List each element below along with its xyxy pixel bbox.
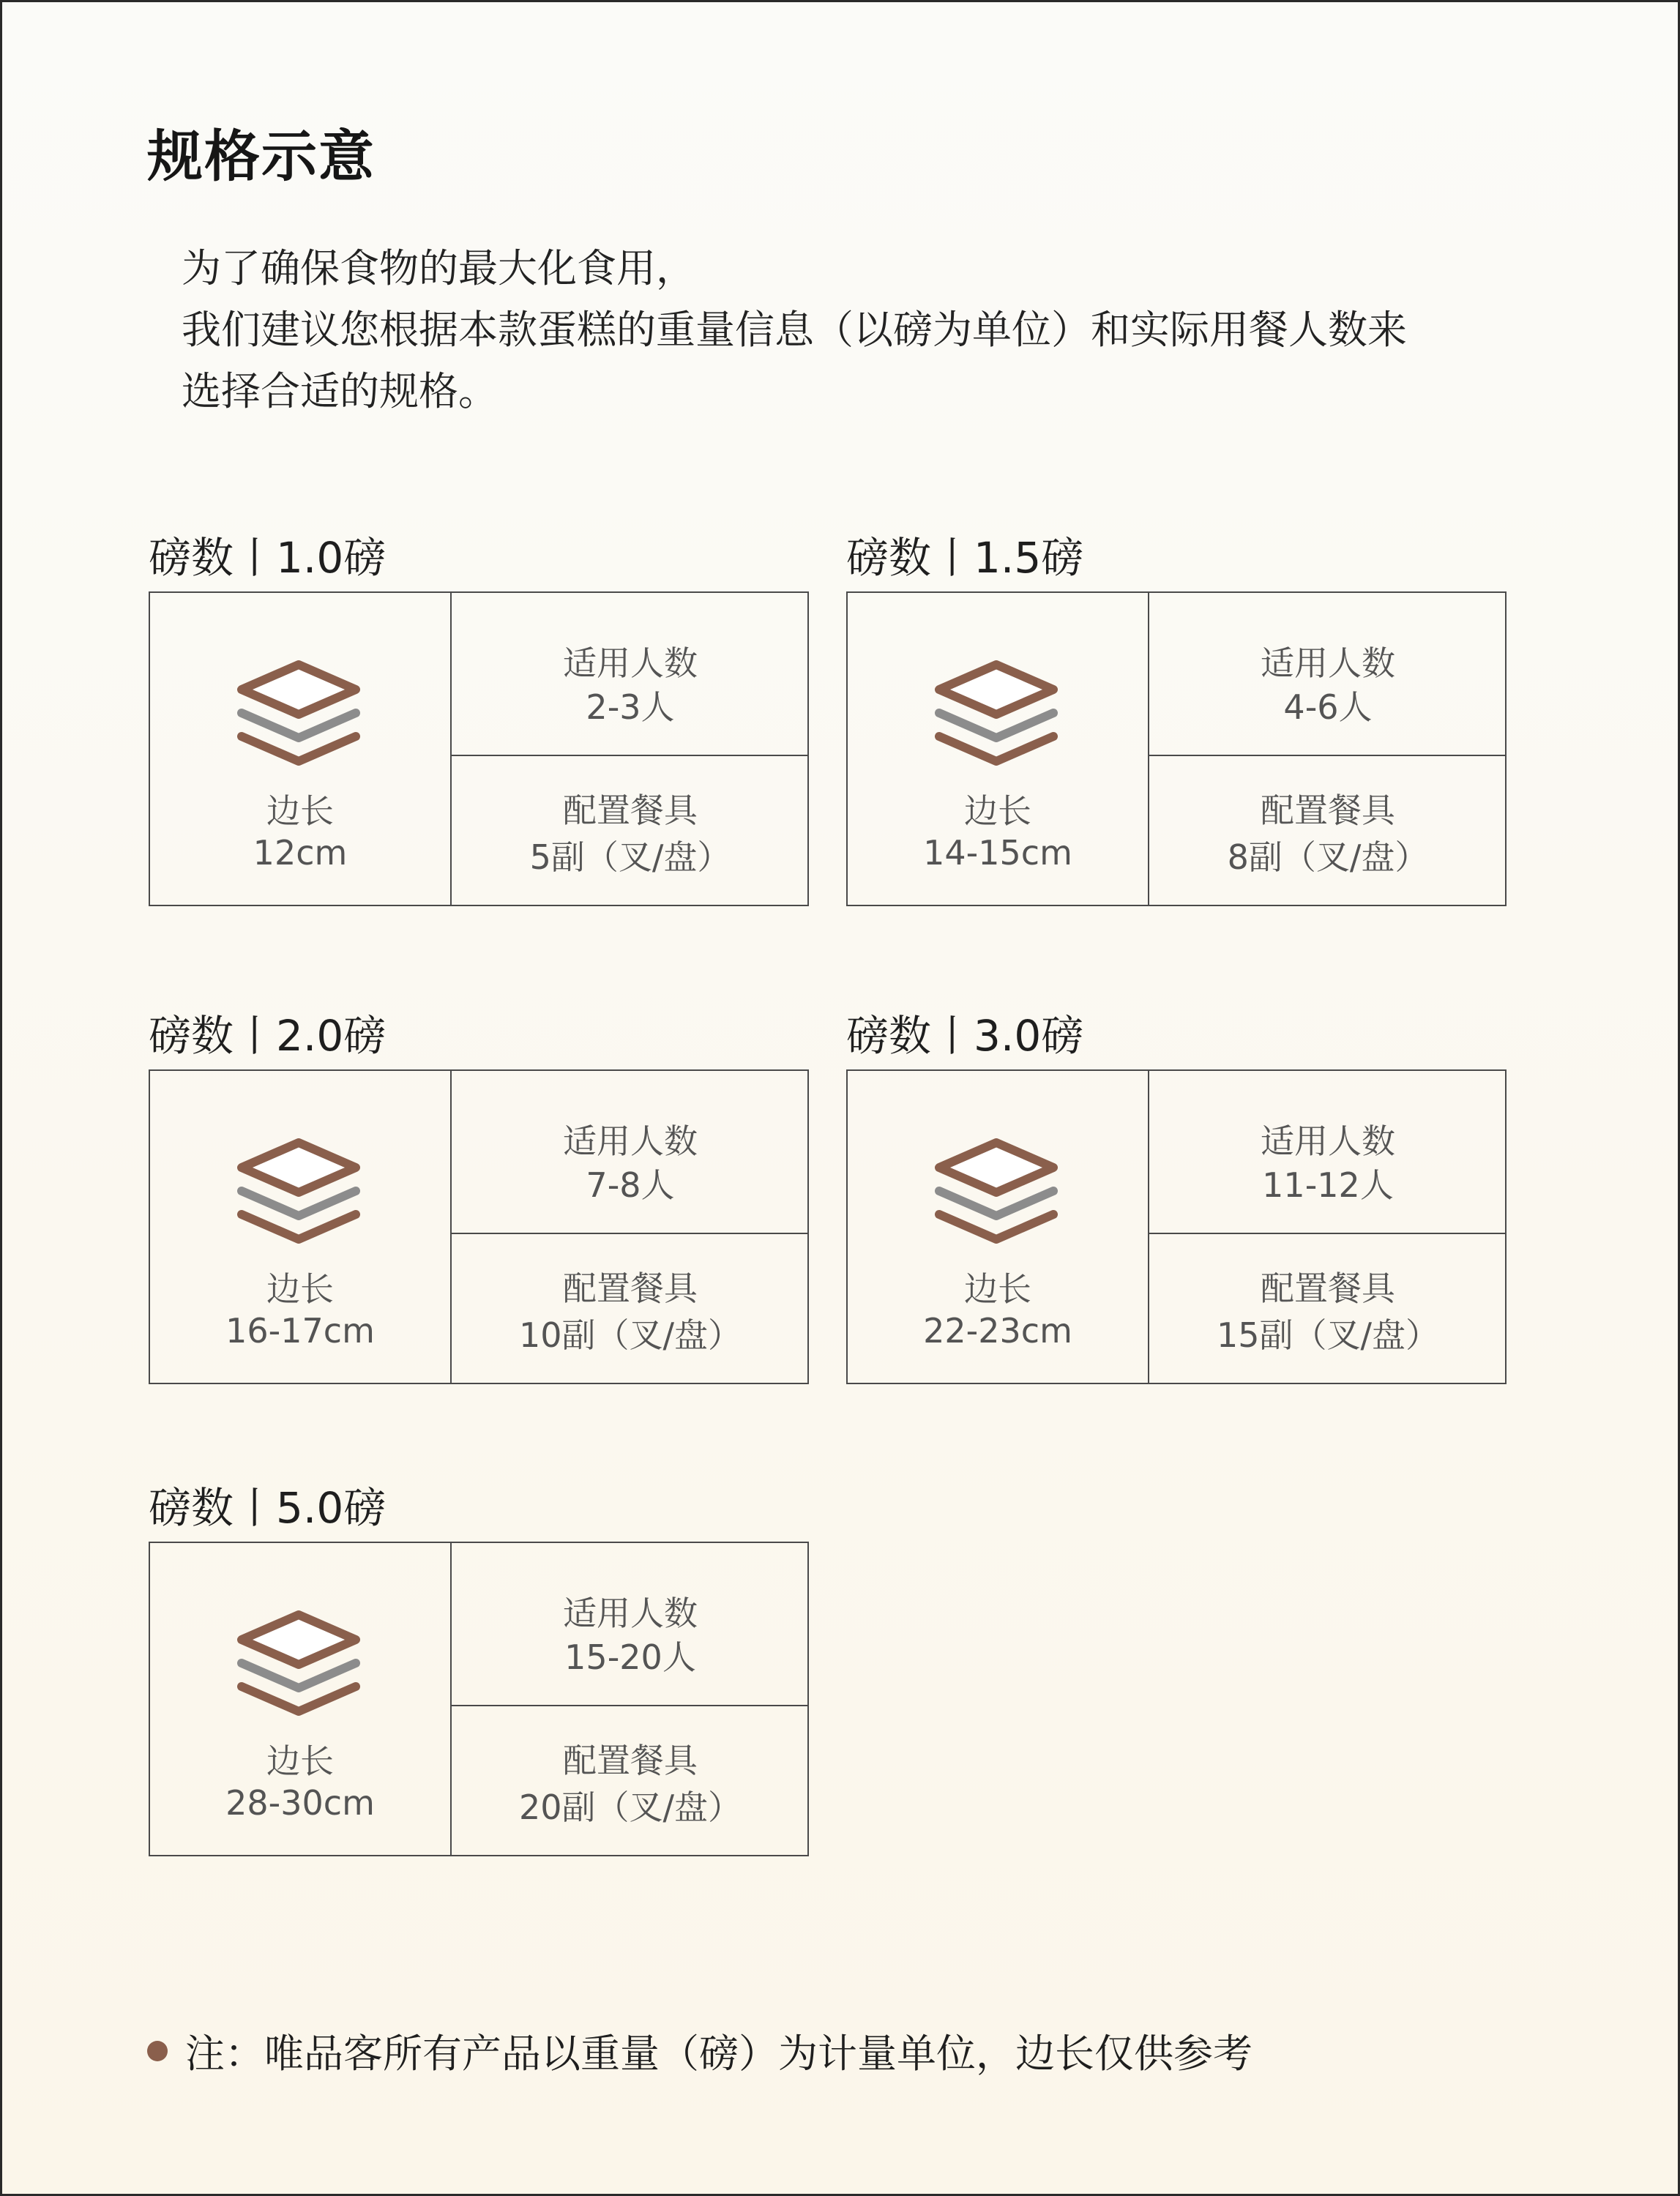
spec-table [149, 1542, 809, 1856]
tableware-value: 5副（叉/盘） [529, 837, 731, 877]
footnote-text: 注：唯品客所有产品以重量（磅）为计量单位，边长仅供参考 [185, 2031, 1252, 2077]
spec-weight-label: 磅数丨3.0磅 [846, 1011, 1084, 1061]
bullet-dot-icon [147, 2041, 168, 2061]
tableware-value: 10副（叉/盘） [518, 1315, 742, 1355]
spec-weight-label: 磅数丨1.5磅 [846, 533, 1084, 583]
people-label: 适用人数 [1261, 1121, 1395, 1161]
spec-weight-label: 磅数丨1.0磅 [149, 533, 387, 583]
side-cell [150, 1543, 450, 1855]
spec-table [846, 1069, 1507, 1384]
people-label: 适用人数 [563, 1594, 698, 1633]
intro-line: 我们建议您根据本款蛋糕的重量信息（以磅为单位）和实际用餐人数来 [182, 307, 1407, 353]
side-length-label: 边长 [964, 1269, 1031, 1309]
people-value: 7-8人 [586, 1165, 675, 1205]
side-length-label: 边长 [964, 791, 1031, 831]
tableware-label: 配置餐具 [563, 1269, 698, 1308]
tableware-value: 15副（叉/盘） [1216, 1315, 1440, 1355]
people-value: 15-20人 [564, 1637, 696, 1677]
spec-weight-label: 磅数丨2.0磅 [149, 1011, 387, 1061]
tableware-label: 配置餐具 [1261, 1269, 1395, 1308]
side-cell [848, 593, 1148, 905]
people-label: 适用人数 [563, 1121, 698, 1161]
people-value: 11-12人 [1262, 1165, 1394, 1205]
people-value: 4-6人 [1283, 687, 1373, 727]
divider [450, 1705, 809, 1706]
tableware-label: 配置餐具 [1261, 791, 1395, 830]
intro-paragraph [182, 238, 1407, 422]
side-cell [848, 1071, 1148, 1383]
people-label: 适用人数 [1261, 643, 1395, 683]
cake-layers-icon [233, 1137, 365, 1247]
side-length-value: 16-17cm [225, 1311, 375, 1351]
divider [1148, 755, 1507, 756]
intro-line: 选择合适的规格。 [182, 368, 498, 414]
side-cell [150, 1071, 450, 1383]
side-length-value: 14-15cm [923, 833, 1072, 873]
divider [450, 755, 809, 756]
side-length-value: 12cm [253, 833, 348, 873]
side-length-value: 28-30cm [225, 1783, 375, 1823]
cake-layers-icon [930, 659, 1062, 769]
footnote [147, 2023, 1252, 2079]
cake-layers-icon [233, 1609, 365, 1719]
people-value: 2-3人 [586, 687, 675, 727]
divider [1148, 1233, 1507, 1234]
divider [450, 1233, 809, 1234]
tableware-value: 20副（叉/盘） [518, 1788, 742, 1827]
tableware-value: 8副（叉/盘） [1227, 837, 1429, 877]
side-length-label: 边长 [266, 1741, 334, 1781]
intro-line: 为了确保食物的最大化食用， [182, 245, 695, 291]
cake-layers-icon [930, 1137, 1062, 1247]
side-cell [150, 593, 450, 905]
cake-layers-icon [233, 659, 365, 769]
page-title: 规格示意 [147, 124, 376, 189]
people-label: 适用人数 [563, 643, 698, 683]
spec-weight-label: 磅数丨5.0磅 [149, 1483, 387, 1533]
tableware-label: 配置餐具 [563, 1741, 698, 1780]
spec-table [846, 591, 1507, 906]
spec-table [149, 1069, 809, 1384]
side-length-label: 边长 [266, 1269, 334, 1309]
spec-table [149, 591, 809, 906]
side-length-value: 22-23cm [923, 1311, 1072, 1351]
tableware-label: 配置餐具 [563, 791, 698, 830]
side-length-label: 边长 [266, 791, 334, 831]
